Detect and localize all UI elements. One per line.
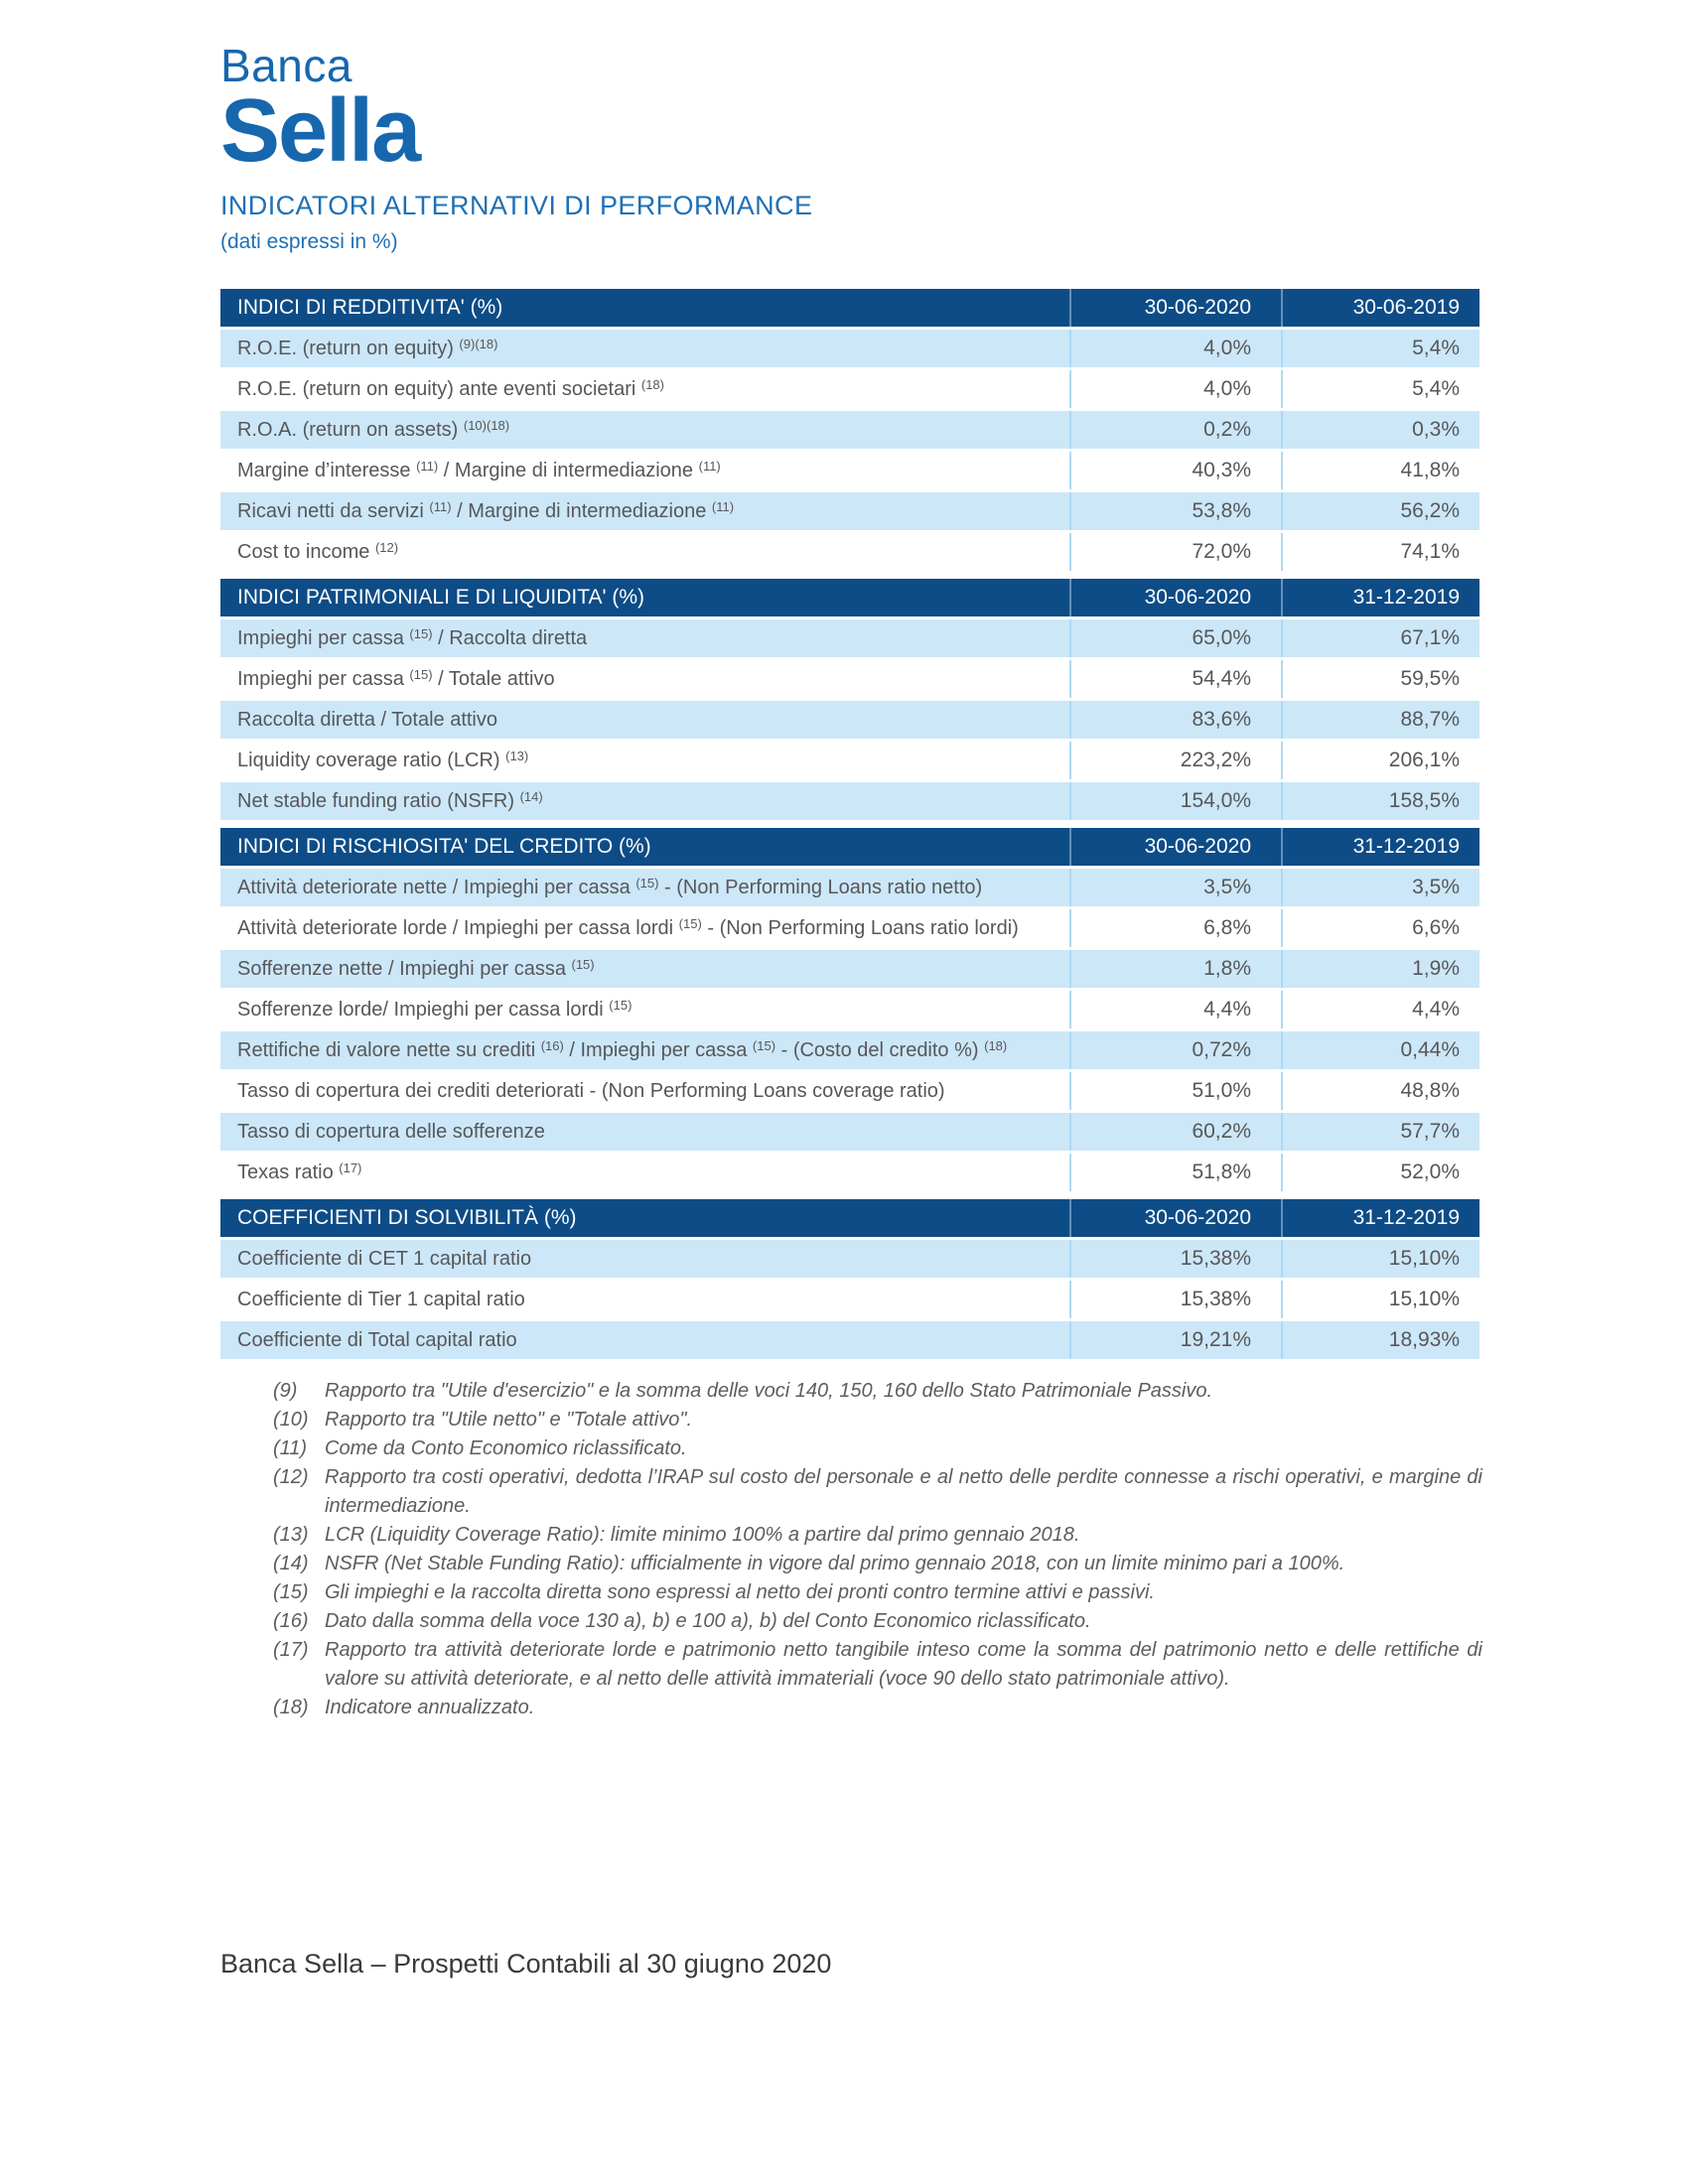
logo-text-banca: Banca: [220, 40, 352, 91]
value-current: 4,0%: [1069, 370, 1281, 408]
table-row: [220, 660, 1479, 701]
footnote-marker: (15): [273, 1581, 309, 1603]
footnote-marker: (9): [273, 1380, 298, 1402]
table-row: [220, 452, 1479, 492]
value-current: 6,8%: [1069, 909, 1281, 947]
indicator-label: Margine d’interesse $^{(11)}$ / Margine di intermediazione $^{(11)}$: [237, 458, 721, 481]
footnote-marker: (18): [273, 1697, 309, 1718]
value-previous: 41,8%: [1281, 452, 1479, 489]
indicator-label: Liquidity coverage ratio (LCR) $^{(13)}$: [237, 748, 529, 771]
column-header-previous: 30-06-2019: [1281, 289, 1479, 327]
value-current: 40,3%: [1069, 452, 1281, 489]
indicator-label: Attività deteriorate lorde / Impieghi per cassa lordi $^{(15)}$ - (Non Performing Loans ratio lordi): [237, 915, 1019, 939]
value-previous: 0,3%: [1281, 411, 1479, 449]
value-previous: 74,1%: [1281, 533, 1479, 571]
value-previous: 15,10%: [1281, 1281, 1479, 1318]
table-row: [220, 909, 1479, 950]
table-section-3: [220, 828, 1479, 1194]
indicator-label: Sofferenze lorde/ Impieghi per cassa lordi $^{(15)}$: [237, 997, 633, 1021]
footnote-marker: (14): [273, 1553, 309, 1574]
page-subtitle: (dati espressi in %): [220, 230, 398, 253]
footnote-text: Come da Conto Economico riclassificato.: [325, 1437, 687, 1459]
table-section-1: [220, 289, 1479, 574]
value-current: 1,8%: [1069, 950, 1281, 988]
indicator-label: R.O.E. (return on equity) ante eventi societari $^{(18)}$: [237, 376, 664, 400]
table-row: [220, 1321, 1479, 1362]
banca-sella-logo: [220, 40, 420, 182]
footnote: [273, 1434, 1482, 1463]
column-header-previous: 31-12-2019: [1281, 1199, 1479, 1237]
footnote-text: Rapporto tra "Utile d'esercizio" e la somma delle voci 140, 150, 160 dello Stato Patrimoniale Passivo.: [325, 1380, 1213, 1402]
value-previous: 57,7%: [1281, 1113, 1479, 1151]
value-current: 4,0%: [1069, 330, 1281, 367]
footnote-marker: (13): [273, 1524, 309, 1546]
footnote: [273, 1521, 1482, 1550]
indicator-label: Rettifiche di valore nette su crediti $^{(16)}$ / Impieghi per cassa $^{(15)}$ - (Costo del credito %) $^{(18)}$: [237, 1037, 1008, 1061]
value-current: 54,4%: [1069, 660, 1281, 698]
value-previous: 15,10%: [1281, 1240, 1479, 1278]
table-row: [220, 411, 1479, 452]
value-current: 83,6%: [1069, 701, 1281, 739]
table-row: [220, 742, 1479, 782]
table-row: [220, 492, 1479, 533]
logo-text-sella: Sella: [220, 81, 420, 182]
value-previous: 67,1%: [1281, 619, 1479, 657]
footnote: [273, 1377, 1482, 1406]
table-row: [220, 991, 1479, 1031]
column-header-current: 30-06-2020: [1069, 1199, 1281, 1237]
value-current: 15,38%: [1069, 1240, 1281, 1278]
value-current: 60,2%: [1069, 1113, 1281, 1151]
indicator-label: Coefficiente di CET 1 capital ratio: [237, 1247, 532, 1270]
table-row: [220, 619, 1479, 660]
value-previous: 59,5%: [1281, 660, 1479, 698]
value-current: 3,5%: [1069, 869, 1281, 906]
indicator-label: Texas ratio $^{(17)}$: [237, 1160, 362, 1183]
footnote: [273, 1578, 1482, 1607]
table-row: [220, 330, 1479, 370]
indicator-label: Sofferenze nette / Impieghi per cassa $^{(15)}$: [237, 956, 595, 980]
value-current: 0,2%: [1069, 411, 1281, 449]
table-row: [220, 869, 1479, 909]
table-row: [220, 370, 1479, 411]
value-previous: 1,9%: [1281, 950, 1479, 988]
indicator-label: Coefficiente di Total capital ratio: [237, 1328, 517, 1351]
table-row: [220, 1031, 1479, 1072]
footnote-marker: (17): [273, 1639, 309, 1661]
value-previous: 158,5%: [1281, 782, 1479, 820]
section-header-row: [220, 289, 1479, 330]
table-row: [220, 1281, 1479, 1321]
value-previous: 6,6%: [1281, 909, 1479, 947]
value-previous: 4,4%: [1281, 991, 1479, 1028]
footnote: [273, 1607, 1482, 1636]
value-current: 51,0%: [1069, 1072, 1281, 1110]
footnote-text: LCR (Liquidity Coverage Ratio): limite minimo 100% a partire dal primo gennaio 2018.: [325, 1524, 1080, 1546]
indicator-label: Tasso di copertura delle sofferenze: [237, 1120, 545, 1143]
section-header-row: [220, 1199, 1479, 1240]
value-previous: 0,44%: [1281, 1031, 1479, 1069]
value-current: 72,0%: [1069, 533, 1281, 571]
column-header-current: 30-06-2020: [1069, 828, 1281, 866]
indicator-label: Tasso di copertura dei crediti deteriorati - (Non Performing Loans coverage ratio): [237, 1079, 945, 1102]
column-header-current: 30-06-2020: [1069, 579, 1281, 616]
value-current: 223,2%: [1069, 742, 1281, 779]
indicator-label: Raccolta diretta / Totale attivo: [237, 708, 497, 731]
footnote-text: NSFR (Net Stable Funding Ratio): ufficialmente in vigore dal primo gennaio 2018, con un limite minimo pari a 100%.: [325, 1553, 1345, 1574]
section-header-row: [220, 579, 1479, 619]
indicator-label: Cost to income $^{(12)}$: [237, 539, 399, 563]
value-previous: 52,0%: [1281, 1154, 1479, 1191]
page-title: INDICATORI ALTERNATIVI DI PERFORMANCE: [220, 191, 813, 220]
value-previous: 48,8%: [1281, 1072, 1479, 1110]
value-previous: 5,4%: [1281, 370, 1479, 408]
value-current: 53,8%: [1069, 492, 1281, 530]
table-row: [220, 782, 1479, 823]
section-title: INDICI DI REDDITIVITA' (%): [237, 295, 503, 319]
value-previous: 5,4%: [1281, 330, 1479, 367]
footnote: [273, 1636, 1482, 1694]
footnote-text: Rapporto tra attività deteriorate lorde e patrimonio netto tangibile inteso come la somma del patrimonio netto e delle rettifiche di valore su attività deteriorate, e al netto delle attività immateriali (voce 90 dello stato patrimoniale attivo).: [325, 1639, 1482, 1690]
page-footer: Banca Sella – Prospetti Contabili al 30 giugno 2020: [220, 1949, 832, 1979]
indicator-label: Coefficiente di Tier 1 capital ratio: [237, 1288, 525, 1310]
table-row: [220, 533, 1479, 574]
footnote-text: Gli impieghi e la raccolta diretta sono espressi al netto dei pronti contro termine attivi e passivi.: [325, 1581, 1155, 1603]
value-current: 154,0%: [1069, 782, 1281, 820]
column-header-current: 30-06-2020: [1069, 289, 1281, 327]
table-row: [220, 1154, 1479, 1194]
footnote-marker: (12): [273, 1466, 309, 1488]
indicator-label: Ricavi netti da servizi $^{(11)}$ / Margine di intermediazione $^{(11)}$: [237, 498, 735, 522]
value-current: 15,38%: [1069, 1281, 1281, 1318]
apm-table: [220, 289, 1479, 1362]
footnote: [273, 1550, 1482, 1578]
section-header-row: [220, 828, 1479, 869]
value-current: 51,8%: [1069, 1154, 1281, 1191]
footnote-text: Dato dalla somma della voce 130 a), b) e 100 a), b) del Conto Economico riclassificato.: [325, 1610, 1091, 1632]
value-current: 19,21%: [1069, 1321, 1281, 1359]
value-previous: 88,7%: [1281, 701, 1479, 739]
table-row: [220, 1113, 1479, 1154]
value-previous: 56,2%: [1281, 492, 1479, 530]
indicator-label: Net stable funding ratio (NSFR) $^{(14)}$: [237, 788, 543, 812]
indicator-label: R.O.A. (return on assets) $^{(10)(18)}$: [237, 417, 510, 441]
footnote-marker: (10): [273, 1409, 309, 1431]
value-previous: 18,93%: [1281, 1321, 1479, 1359]
indicator-label: Impieghi per cassa $^{(15)}$ / Totale attivo: [237, 666, 555, 690]
value-previous: 3,5%: [1281, 869, 1479, 906]
value-current: 0,72%: [1069, 1031, 1281, 1069]
table-row: [220, 1072, 1479, 1113]
table-section-4: [220, 1199, 1479, 1362]
table-section-2: [220, 579, 1479, 823]
footnote-marker: (11): [273, 1437, 308, 1459]
section-title: COEFFICIENTI DI SOLVIBILITÀ (%): [237, 1205, 577, 1229]
footnote-text: Rapporto tra "Utile netto" e "Totale attivo".: [325, 1409, 693, 1431]
value-current: 4,4%: [1069, 991, 1281, 1028]
footnote: [273, 1694, 1482, 1722]
column-header-previous: 31-12-2019: [1281, 828, 1479, 866]
value-previous: 206,1%: [1281, 742, 1479, 779]
indicator-label: Attività deteriorate nette / Impieghi per cassa $^{(15)}$ - (Non Performing Loans ratio netto): [237, 875, 983, 898]
footnote-marker: (16): [273, 1610, 309, 1632]
table-row: [220, 701, 1479, 742]
table-row: [220, 950, 1479, 991]
section-title: INDICI PATRIMONIALI E DI LIQUIDITA' (%): [237, 585, 645, 609]
footnotes-list: [273, 1377, 1482, 1722]
table-row: [220, 1240, 1479, 1281]
indicator-label: R.O.E. (return on equity) $^{(9)(18)}$: [237, 336, 498, 359]
footnote-text: Rapporto tra costi operativi, dedotta l’IRAP sul costo del personale e al netto delle perdite connesse a rischi operativi, e margine di intermediazione.: [325, 1466, 1482, 1517]
section-title: INDICI DI RISCHIOSITA' DEL CREDITO (%): [237, 834, 651, 858]
value-current: 65,0%: [1069, 619, 1281, 657]
footnote: [273, 1406, 1482, 1434]
indicator-label: Impieghi per cassa $^{(15)}$ / Raccolta diretta: [237, 625, 588, 649]
column-header-previous: 31-12-2019: [1281, 579, 1479, 616]
footnote: [273, 1463, 1482, 1521]
footnote-text: Indicatore annualizzato.: [325, 1697, 535, 1718]
